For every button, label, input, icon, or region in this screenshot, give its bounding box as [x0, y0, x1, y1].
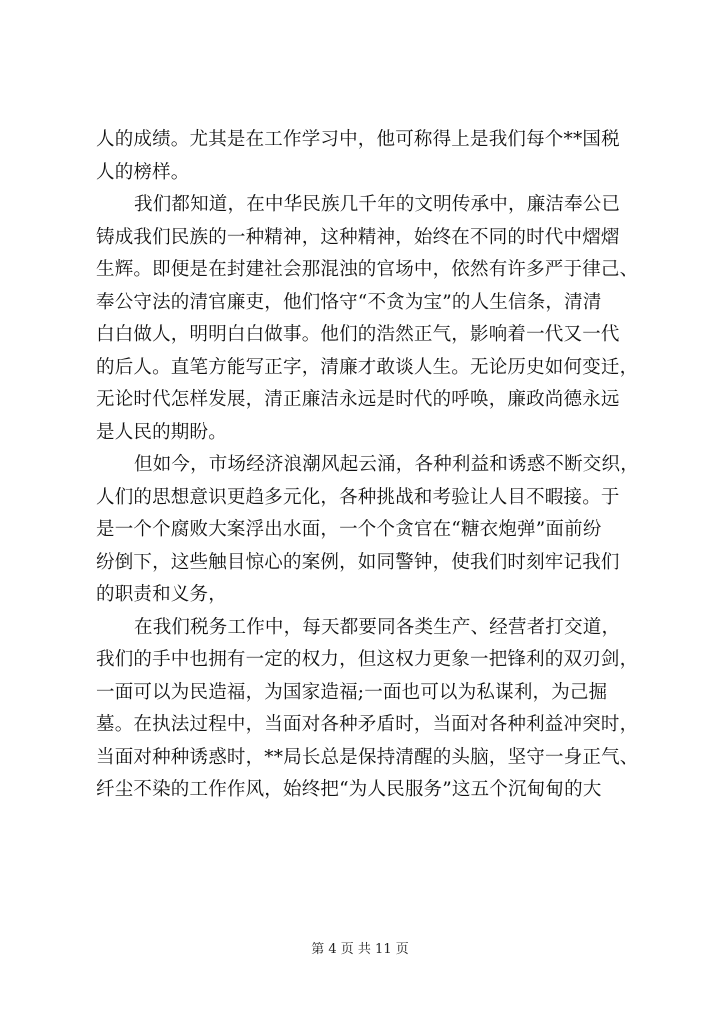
- text-line-15: 的职责和义务，: [96, 584, 227, 605]
- text-line-18: 一面可以为民造福，为国家造福;一面也可以为私谋利，为己掘: [96, 681, 608, 703]
- text-line-12: 人们的思想意识更趋多元化，各种挑战和考验让人目不暇接。于: [96, 486, 620, 508]
- text-line-19: 墓。在执法过程中，当面对各种矛盾时，当面对各种利益冲突时，: [96, 714, 639, 735]
- text-line-5: 生辉。即便是在封建社会那混浊的官场中，依然有许多严于律己、: [96, 259, 639, 280]
- text-line-6: 奉公守法的清官廉吏，他们恪守“不贪为宝”的人生信条，清清: [96, 291, 602, 313]
- text-line-7: 白白做人，明明白白做事。他们的浩然正气，影响着一代又一代: [96, 324, 620, 345]
- page-footer: 第 4 页 共 11 页: [311, 942, 409, 957]
- text-line-13: 是一个个腐败大案浮出水面，一个个贪官在“糖衣炮弹”面前纷: [96, 519, 602, 540]
- text-line-8: 的后人。直笔方能写正字，清廉才敢谈人生。无论历史如何变迁，: [96, 356, 639, 378]
- text-line-14: 纷倒下，这些触目惊心的案例，如同警钟，使我们时刻牢记我们: [96, 551, 620, 573]
- text-line-21: 纤尘不染的工作作风，始终把“为人民服务”这五个沉甸甸的大: [96, 779, 602, 800]
- text-line-16: 在我们税务工作中，每天都要同各类生产、经营者打交道，: [134, 616, 621, 638]
- text-line-20: 当面对种种诱惑时，**局长总是保持清醒的头脑，坚守一身正气、: [96, 746, 639, 768]
- text-line-3: 我们都知道，在中华民族几千年的文明传承中，廉洁奉公已: [134, 194, 621, 215]
- text-line-2: 人的榜样。: [96, 161, 190, 183]
- text-line-9: 无论时代怎样发展，清正廉洁永远是时代的呼唤，廉政尚德永远: [96, 389, 620, 410]
- text-line-11: 但如今，市场经济浪潮风起云涌，各种利益和诱惑不断交织，: [134, 454, 639, 475]
- text-line-4: 铸成我们民族的一种精神，这种精神，始终在不同的时代中熠熠: [96, 226, 620, 248]
- text-line-10: 是人民的期盼。: [96, 421, 227, 443]
- text-line-1: 人的成绩。尤其是在工作学习中，他可称得上是我们每个**国税: [96, 129, 620, 150]
- text-line-17: 我们的手中也拥有一定的权力，但这权力更象一把锋利的双刃剑，: [96, 649, 639, 670]
- body-text: [96, 124, 639, 807]
